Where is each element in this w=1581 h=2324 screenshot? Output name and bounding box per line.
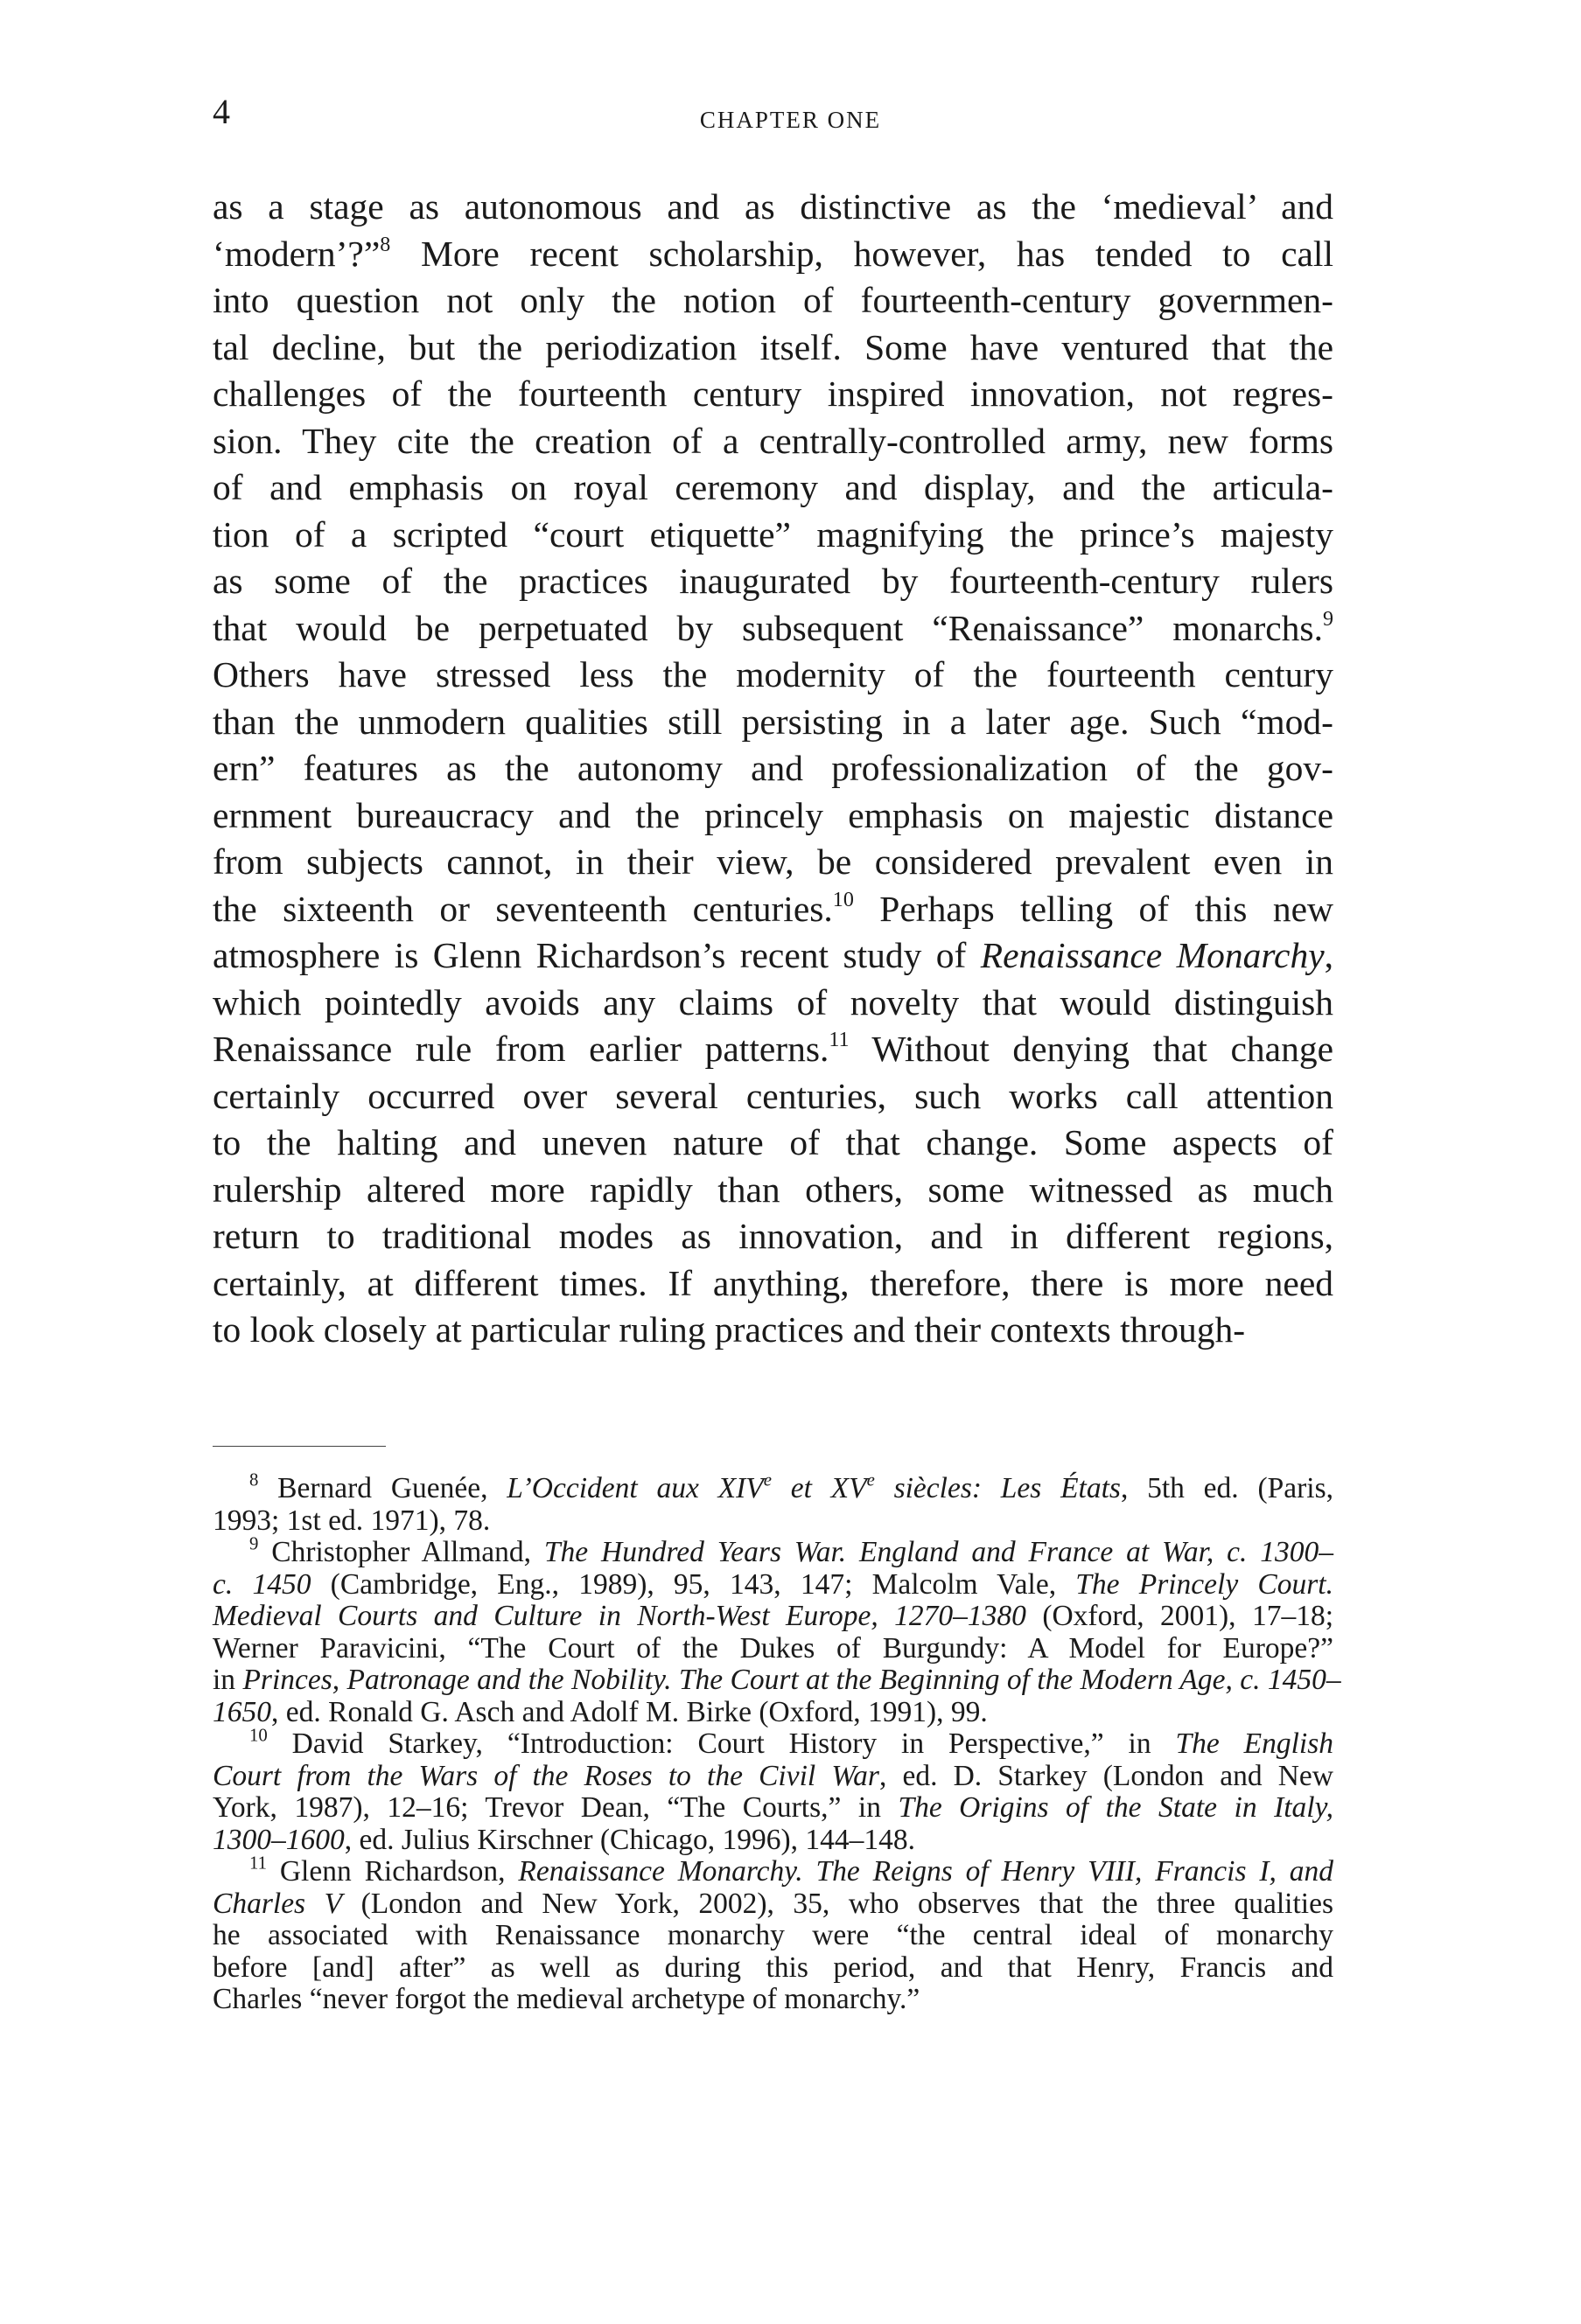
footnote-line: Medieval Courts and Culture in North-West Europe, 1270–1380 (Oxford, 2001), 17–18; <box>213 1600 1333 1632</box>
text-line: ernment bureaucracy and the princely emphasis on majestic distance <box>213 794 1333 835</box>
text-line: into question not only the notion of fourteenth-century governmen- <box>213 280 1333 320</box>
footnote-line: 1300–1600, ed. Julius Kirschner (Chicago, 1996), 144–148. <box>213 1823 915 1856</box>
text-line: atmosphere is Glenn Richardson’s recent study of Renaissance Monarchy, <box>213 935 1333 975</box>
text-line: ‘modern’?”$^8$ More recent scholarship, however, has tended to call <box>213 233 1333 274</box>
text-line: from subjects cannot, in their view, be considered prevalent even in <box>213 841 1333 882</box>
footnote-line: before [and] after” as well as during this period, and that Henry, Francis and <box>213 1951 1333 1984</box>
footnote-line: $^{10}$ David Starkey, “Introduction: Court History in Perspective,” in The English <box>249 1725 1333 1760</box>
footnote-line: $^{11}$ Glenn Richardson, Renaissance Monarchy. The Reigns of Henry VIII, Francis I, and <box>249 1853 1333 1888</box>
text-line: return to traditional modes as innovation, and in different regions, <box>213 1216 1333 1256</box>
footnote-line: he associated with Renaissance monarchy were “the central ideal of monarchy <box>213 1919 1333 1951</box>
text-line: Renaissance rule from earlier patterns.$^{11}$ Without denying that change <box>213 1029 1333 1069</box>
main-text <box>213 184 1333 1354</box>
page-number: 4 <box>213 92 230 131</box>
footnotes <box>213 1469 1341 2016</box>
running-head: CHAPTER ONE <box>699 107 882 133</box>
text-line: the sixteenth or seventeenth centuries.$^{10}$ Perhaps telling of this new <box>213 888 1333 929</box>
text-line: to look closely at particular ruling practices and their contexts through- <box>213 1309 1246 1350</box>
footnote-line: Court from the Wars of the Roses to the Civil War, ed. D. Starkey (London and New <box>213 1759 1333 1792</box>
footnote-divider <box>213 1446 386 1447</box>
footnote-line: York, 1987), 12–16; Trevor Dean, “The Courts,” in The Origins of the State in Italy, <box>213 1791 1333 1824</box>
footnote-line: Werner Paravicini, “The Court of the Dukes of Burgundy: A Model for Europe?” <box>213 1631 1333 1664</box>
text-line: sion. They cite the creation of a centrally-controlled army, new forms <box>213 420 1333 461</box>
footnote-line: Charles V (London and New York, 2002), 35, who observes that the three qualities <box>213 1887 1333 1920</box>
text-line: ern” features as the autonomy and professionalization of the gov- <box>213 748 1333 788</box>
text-line: tion of a scripted “court etiquette” magnifying the prince’s majesty <box>213 513 1333 555</box>
footnote-line: 1993; 1st ed. 1971), 78. <box>213 1504 491 1537</box>
footnote-line: Charles “never forgot the medieval archetype of monarchy.” <box>213 1983 920 2015</box>
text-line: of and emphasis on royal ceremony and display, and the articula- <box>213 467 1333 507</box>
text-line: Others have stressed less the modernity of the fourteenth century <box>213 654 1333 694</box>
text-line: that would be perpetuated by subsequent “Renaissance” monarchs.$^9$ <box>213 607 1333 648</box>
text-line: as some of the practices inaugurated by fourteenth-century rulers <box>213 561 1333 601</box>
text-line: tal decline, but the periodization itself. Some have ventured that the <box>213 326 1333 367</box>
footnote-line: $^8$ Bernard Guenée, L’Occident aux XIVe et XVe siècles: Les États, 5th ed. (Paris, <box>249 1469 1333 1504</box>
text-line: than the unmodern qualities still persisting in a later age. Such “mod- <box>213 701 1333 742</box>
text-line: certainly, at different times. If anything, therefore, there is more need <box>213 1262 1333 1303</box>
text-line: challenges of the fourteenth century inspired innovation, not regres- <box>213 373 1333 414</box>
footnote-line: in Princes, Patronage and the Nobility. The Court at the Beginning of the Modern Age, c. 1450– <box>213 1664 1341 1696</box>
footnote-line: c. 1450 (Cambridge, Eng., 1989), 95, 143, 147; Malcolm Vale, The Princely Court. <box>213 1567 1333 1601</box>
footnote-line: $^9$ Christopher Allmand, The Hundred Years War. England and France at War, c. 1300– <box>249 1533 1333 1568</box>
footnote-line: 1650, ed. Ronald G. Asch and Adolf M. Birke (Oxford, 1991), 99. <box>213 1695 988 1728</box>
text-line: certainly occurred over several centuries, such works call attention <box>213 1075 1333 1116</box>
text-line: which pointedly avoids any claims of novelty that would distinguish <box>213 981 1333 1022</box>
text-line: to the halting and uneven nature of that change. Some aspects of <box>213 1122 1333 1162</box>
text-line: rulership altered more rapidly than others, some witnessed as much <box>213 1169 1333 1210</box>
text-line: as a stage as autonomous and as distinctive as the ‘medieval’ and <box>213 186 1333 227</box>
